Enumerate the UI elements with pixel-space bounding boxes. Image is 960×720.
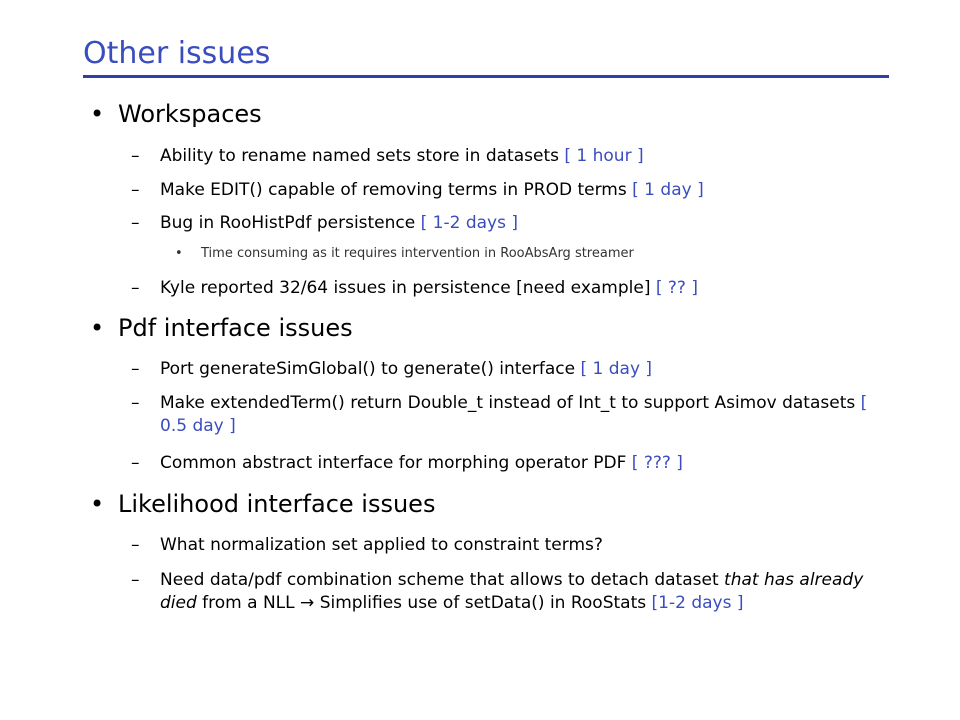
item-text: Bug in RooHistPdf persistence (160, 213, 416, 233)
dash-icon: – (131, 570, 140, 590)
time-estimate: [1-2 days ] (651, 593, 744, 613)
time-estimate: [ ??? ] (631, 453, 683, 473)
section-heading: Workspaces (118, 100, 262, 128)
item-text: Ability to rename named sets store in datasets (160, 146, 559, 166)
item-text: Common abstract interface for morphing operator PDF (160, 453, 627, 473)
bullet-icon: • (90, 314, 105, 342)
time-estimate: [ 1-2 days ] (420, 213, 519, 233)
item-text: Make extendedTerm() return Double_t instead of Int_t to support Asimov datasets (160, 393, 856, 413)
dash-icon: – (131, 453, 140, 473)
dash-icon: – (131, 146, 140, 166)
item-text: Need data/pdf combination scheme that allows to detach dataset (160, 570, 719, 590)
time-estimate: [ ?? ] (655, 278, 698, 298)
time-estimate: [ 0.5 day ] (160, 393, 868, 436)
item-text: What normalization set applied to constraint terms? (160, 535, 603, 555)
time-estimate: [ 1 hour ] (564, 146, 644, 166)
bullet-icon: • (175, 246, 183, 261)
item-text: Simplifies use of setData() in RooStats (319, 593, 647, 613)
time-estimate: [ 1 day ] (580, 359, 653, 379)
page-title: Other issues (83, 36, 271, 71)
dash-icon: – (131, 278, 140, 298)
bullet-icon: • (90, 100, 105, 128)
bullet-icon: • (90, 490, 105, 518)
sub-item-text: Time consuming as it requires intervention in RooAbsArg streamer (201, 246, 634, 261)
section-heading: Pdf interface issues (118, 314, 353, 342)
item-text-italic: that has already died (160, 570, 864, 613)
title-underline (83, 75, 889, 78)
item-text: from a NLL (202, 593, 295, 613)
arrow-right-icon: → (300, 593, 315, 613)
time-estimate: [ 1 day ] (632, 180, 704, 200)
item-text: Make EDIT() capable of removing terms in PROD terms (160, 180, 627, 200)
section-heading: Likelihood interface issues (118, 490, 436, 518)
dash-icon: – (131, 393, 140, 413)
item-text: Kyle reported 32/64 issues in persistence [need example] (160, 278, 651, 298)
dash-icon: – (131, 535, 140, 555)
dash-icon: – (131, 180, 140, 200)
dash-icon: – (131, 213, 140, 233)
dash-icon: – (131, 359, 140, 379)
item-text: Port generateSimGlobal() to generate() interface (160, 359, 576, 379)
